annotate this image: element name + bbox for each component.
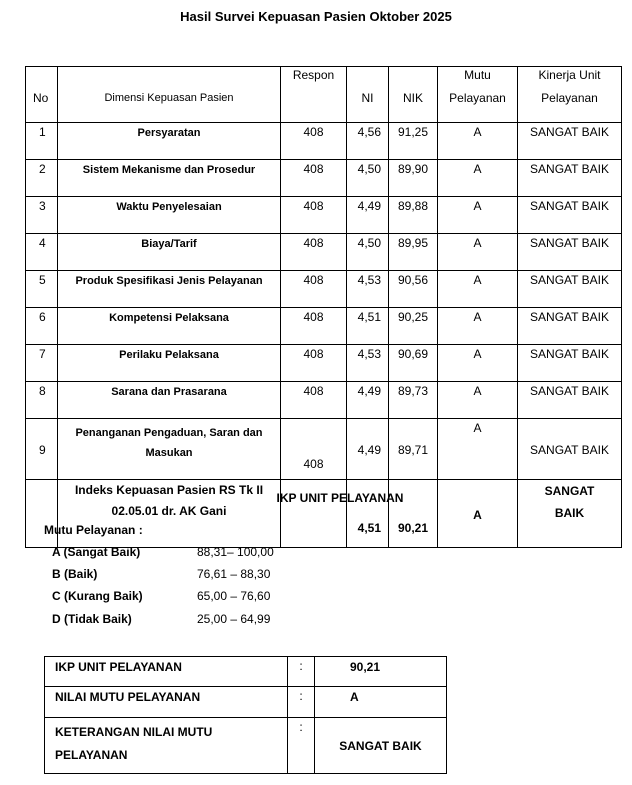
index-ni: 4,51 [347, 480, 389, 548]
grade-range: 65,00 – 76,60 [197, 589, 271, 603]
cell-mutu: A [438, 123, 518, 160]
header-respon: Respon [281, 67, 347, 123]
page-title: Hasil Survei Kepuasan Pasien Oktober 2025 [180, 9, 452, 24]
summary-row-keterangan [45, 718, 447, 774]
cell-nik: 89,95 [389, 234, 438, 271]
table-row [26, 382, 622, 419]
cell-ni: 4,53 [347, 345, 389, 382]
index-nik: 90,21 [389, 480, 438, 548]
cell-no: 3 [26, 197, 58, 234]
cell-no-empty [26, 480, 58, 548]
cell-mutu: A [438, 382, 518, 419]
grade-range: 88,31– 100,00 [197, 545, 274, 559]
cell-respon: 408 [281, 197, 347, 234]
cell-nik: 90,69 [389, 345, 438, 382]
cell-mutu: A [438, 160, 518, 197]
index-label-line: Indeks Kepuasan Pasien RS Tk II [74, 483, 264, 497]
mutu-pelayanan-title: Mutu Pelayanan : [44, 523, 143, 537]
cell-no: 6 [26, 308, 58, 345]
cell-dimensi: Perilaku Pelaksana [58, 345, 281, 382]
cell-respon: 408 [281, 234, 347, 271]
cell-dimensi: Produk Spesifikasi Jenis Pelayanan [58, 271, 281, 308]
table-row [26, 271, 622, 308]
cell-nik: 89,88 [389, 197, 438, 234]
table-row [26, 234, 622, 271]
cell-mutu: A [438, 271, 518, 308]
grade-label: A (Sangat Baik) [52, 545, 141, 559]
header-no: No [26, 67, 58, 123]
cell-ni: 4,49 [347, 419, 389, 480]
keterangan-label-line: KETERANGAN NILAI MUTU [55, 725, 213, 739]
keterangan-label [45, 718, 288, 774]
cell-dimensi: Sistem Mekanisme dan Prosedur [58, 160, 281, 197]
cell-kinerja: SANGAT BAIK [518, 345, 622, 382]
cell-respon: 408 [281, 345, 347, 382]
keterangan-label-line: PELAYANAN [55, 748, 128, 762]
header-nik: NIK [389, 67, 438, 123]
table-row [26, 308, 622, 345]
grade-range: 76,61 – 88,30 [197, 567, 271, 581]
cell-respon: 408 [281, 160, 347, 197]
cell-no: 1 [26, 123, 58, 160]
cell-ni: 4,49 [347, 382, 389, 419]
table-row [26, 160, 622, 197]
dimensi-line: Masukan [145, 447, 193, 459]
table-row [26, 197, 622, 234]
cell-ni: 4,56 [347, 123, 389, 160]
cell-respon-empty [281, 480, 347, 548]
nilai-label: NILAI MUTU PELAYANAN [45, 687, 288, 718]
section-title: IKP UNIT PELAYANAN [276, 491, 404, 505]
cell-kinerja: SANGAT BAIK [518, 419, 622, 480]
table-row [26, 345, 622, 382]
index-mutu: A [438, 480, 518, 548]
dimensi-line: Penanganan Pengaduan, Saran dan [75, 427, 263, 439]
cell-no: 4 [26, 234, 58, 271]
cell-no: 9 [26, 419, 58, 480]
header-mutu: Mutu Pelayanan [438, 67, 518, 123]
cell-mutu: A [438, 419, 518, 480]
cell-kinerja: SANGAT BAIK [518, 197, 622, 234]
summary-table [44, 656, 447, 774]
cell-nik: 89,73 [389, 382, 438, 419]
table-row [26, 419, 622, 480]
cell-respon: 408 [281, 382, 347, 419]
cell-respon: 408 [281, 308, 347, 345]
keterangan-value: SANGAT BAIK [315, 718, 447, 774]
cell-respon: 408 [281, 271, 347, 308]
colon: : [288, 687, 315, 718]
cell-ni: 4,51 [347, 308, 389, 345]
table-row [26, 123, 622, 160]
ikp-value: 90,21 [315, 657, 447, 687]
grade-label: C (Kurang Baik) [52, 589, 143, 603]
cell-no: 7 [26, 345, 58, 382]
cell-kinerja: SANGAT BAIK [518, 160, 622, 197]
grade-label: D (Tidak Baik) [52, 612, 132, 626]
index-kinerja-line: SANGAT [544, 484, 595, 498]
header-ni: NI [347, 67, 389, 123]
cell-kinerja: SANGAT BAIK [518, 308, 622, 345]
header-kinerja: Kinerja Unit Pelayanan [518, 67, 622, 123]
colon: : [288, 657, 315, 687]
grade-range: 25,00 – 64,99 [197, 612, 271, 626]
cell-nik: 90,56 [389, 271, 438, 308]
cell-dimensi [58, 419, 281, 480]
cell-respon: 408 [281, 419, 347, 480]
cell-dimensi: Persyaratan [58, 123, 281, 160]
cell-no: 5 [26, 271, 58, 308]
index-label [58, 480, 281, 548]
index-kinerja-line: BAIK [554, 506, 585, 520]
index-row [26, 480, 622, 548]
header-dimensi: Dimensi Kepuasan Pasien [58, 67, 281, 123]
index-kinerja [518, 480, 622, 548]
cell-ni: 4,53 [347, 271, 389, 308]
cell-no: 8 [26, 382, 58, 419]
cell-mutu: A [438, 234, 518, 271]
cell-nik: 91,25 [389, 123, 438, 160]
cell-mutu: A [438, 197, 518, 234]
survey-table [25, 66, 622, 548]
cell-kinerja: SANGAT BAIK [518, 123, 622, 160]
summary-row-ikp [45, 657, 447, 687]
cell-dimensi: Sarana dan Prasarana [58, 382, 281, 419]
cell-nik: 90,25 [389, 308, 438, 345]
ikp-label: IKP UNIT PELAYANAN [45, 657, 288, 687]
cell-mutu: A [438, 345, 518, 382]
cell-dimensi: Biaya/Tarif [58, 234, 281, 271]
grade-label: B (Baik) [52, 567, 98, 581]
colon: : [288, 718, 315, 774]
cell-dimensi: Kompetensi Pelaksana [58, 308, 281, 345]
summary-row-nilai [45, 687, 447, 718]
index-label-line: 02.05.01 dr. AK Gani [111, 504, 227, 518]
cell-kinerja: SANGAT BAIK [518, 234, 622, 271]
cell-no: 2 [26, 160, 58, 197]
cell-mutu: A [438, 308, 518, 345]
cell-kinerja: SANGAT BAIK [518, 382, 622, 419]
cell-nik: 89,71 [389, 419, 438, 480]
cell-nik: 89,90 [389, 160, 438, 197]
cell-respon: 408 [281, 123, 347, 160]
cell-kinerja: SANGAT BAIK [518, 271, 622, 308]
table-header-row [26, 67, 622, 123]
nilai-value: A [315, 687, 447, 718]
cell-dimensi: Waktu Penyelesaian [58, 197, 281, 234]
cell-ni: 4,50 [347, 234, 389, 271]
cell-ni: 4,50 [347, 160, 389, 197]
cell-ni: 4,49 [347, 197, 389, 234]
